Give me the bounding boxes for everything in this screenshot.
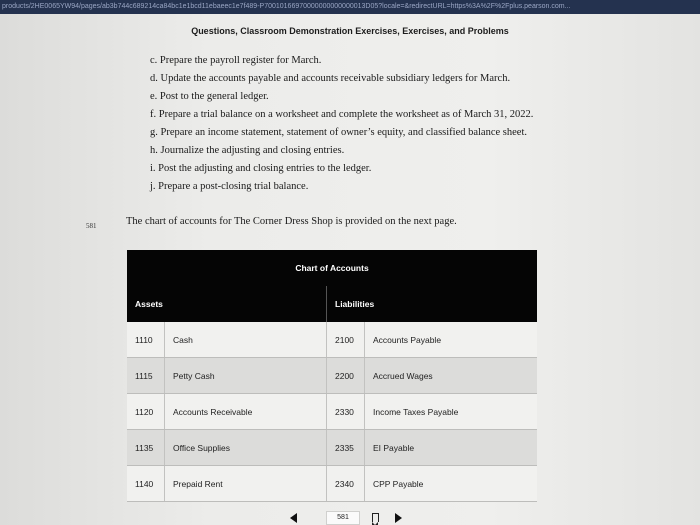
liability-name: Income Taxes Payable <box>365 394 538 430</box>
asset-name: Accounts Receivable <box>165 394 327 430</box>
steps-list <box>150 52 533 196</box>
ebook-page <box>0 14 700 525</box>
list-item: c. Prepare the payroll register for March. <box>150 55 322 66</box>
table-row <box>127 430 537 466</box>
liability-number: 2335 <box>327 430 365 466</box>
list-item: d. Update the accounts payable and accounts receivable subsidiary ledgers for March. <box>150 73 511 84</box>
asset-name: Prepaid Rent <box>165 466 327 502</box>
intro-text: The chart of accounts for The Corner Dress Shop is provided on the next page. <box>126 216 457 227</box>
asset-number: 1110 <box>127 322 165 358</box>
table-row <box>127 358 537 394</box>
table-row <box>127 394 537 430</box>
asset-name: Cash <box>165 322 327 358</box>
liability-name: Accrued Wages <box>365 358 538 394</box>
liability-name: EI Payable <box>365 430 538 466</box>
previous-page-icon[interactable] <box>290 513 297 523</box>
asset-number: 1115 <box>127 358 165 394</box>
list-item: j. Prepare a post-closing trial balance. <box>150 181 309 192</box>
table-title: Chart of Accounts <box>127 250 537 286</box>
list-item: e. Post to the general ledger. <box>150 91 269 102</box>
liability-name: CPP Payable <box>365 466 538 502</box>
list-item: h. Journalize the adjusting and closing entries. <box>150 145 345 156</box>
list-item: g. Prepare an income statement, statement of owner’s equity, and classified balance sheet. <box>150 127 527 138</box>
asset-number: 1140 <box>127 466 165 502</box>
table-row <box>127 466 537 502</box>
liability-name: Accounts Payable <box>365 322 538 358</box>
page-navigation-footer <box>0 511 700 525</box>
assets-header: Assets <box>127 286 327 322</box>
list-item: f. Prepare a trial balance on a worksheet and complete the worksheet as of March 31, 2022. <box>150 109 534 120</box>
page-header-title: Questions, Classroom Demonstration Exercises, Exercises, and Problems <box>191 26 509 36</box>
liability-number: 2330 <box>327 394 365 430</box>
list-item: i. Post the adjusting and closing entries to the ledger. <box>150 163 372 174</box>
next-page-icon[interactable] <box>395 513 402 523</box>
asset-number: 1135 <box>127 430 165 466</box>
liabilities-header: Liabilities <box>327 286 538 322</box>
bookmark-icon[interactable] <box>372 513 379 522</box>
table-row <box>127 322 537 358</box>
chart-of-accounts-table <box>127 250 537 502</box>
asset-name: Office Supplies <box>165 430 327 466</box>
asset-number: 1120 <box>127 394 165 430</box>
liability-number: 2100 <box>327 322 365 358</box>
browser-url-bar[interactable]: products/2HE0065YW94/pages/ab3b744c689214ca84bc1e1bcd11ebaeec1e7f489-P70010166970000000000000013D05?locale=&redirectURL=https%3A%2F%2Fplus.pearson.com... <box>0 0 700 14</box>
page-number-input[interactable]: 581 <box>326 511 360 525</box>
liability-number: 2340 <box>327 466 365 502</box>
margin-page-number: 581 <box>86 222 97 230</box>
asset-name: Petty Cash <box>165 358 327 394</box>
liability-number: 2200 <box>327 358 365 394</box>
